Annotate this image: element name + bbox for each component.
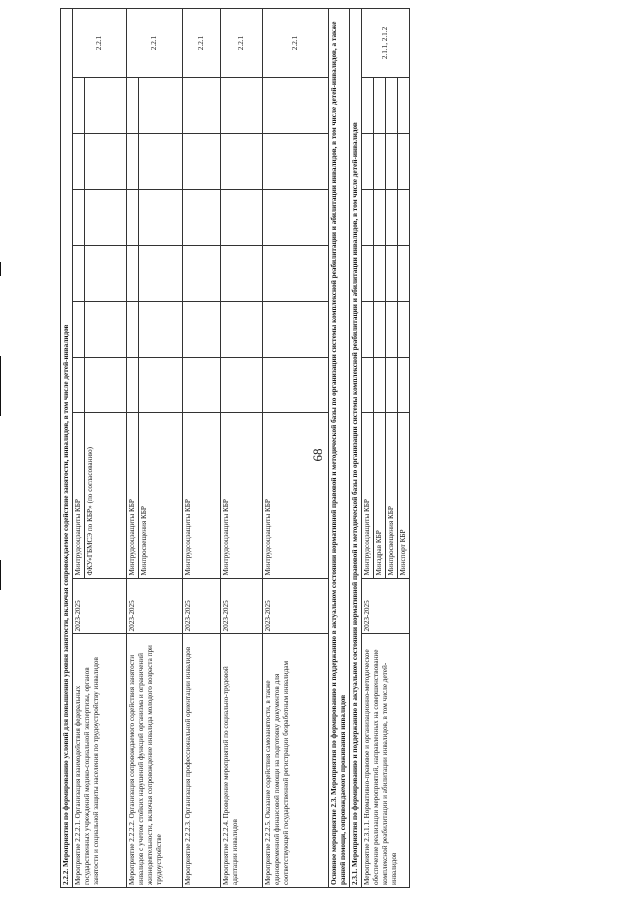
indicator-code: 2.2.1 [263,9,329,78]
table-row [73,9,85,888]
measure-executor: Минтрудсоцзащиты КБР [127,413,139,578]
margin-rule-middle [0,356,1,416]
measure-name: Мероприятие 2.3.1.1. Нормативно-правовое и организационно-методическое обеспечение реализации мероприятий, направленных на совершенствование комплексной реабилитации и абилитации инвалидов, в том числе детей-инвалидов [362,634,410,888]
page-number: 68 [310,448,325,462]
table-row [263,9,329,888]
measure-period: 2023-2025 [362,578,410,634]
table-row [221,9,263,888]
measure-name: Мероприятие 2.2.2.3. Организация профессиональной ориентации инвалидов [183,634,221,888]
table-row [183,9,221,888]
measure-executor: Минтрудсоцзащиты КБР [183,413,221,578]
measure-executor: Минпросвещения КБР [386,413,398,578]
measure-name: Мероприятие 2.2.2.2. Организация сопровождаемого содействия занятости инвалидов с учетом стойких нарушений функций организма и ограничений жизнедеятельности, включая сопровождение инвалида молодого возраста при трудоустройстве [127,634,183,888]
measure-period: 2023-2025 [183,578,221,634]
measure-executor: Минтрудсоцзащиты КБР [221,413,263,578]
table-row [362,9,374,888]
section-heading: 2.2.2. Мероприятия по формированию условий для повышения уровня занятости, включая сопровождаемое содействие занятости, инвалидов, в том числе детей-инвалидов [61,9,73,888]
indicator-code: 2.2.1 [183,9,221,78]
measure-executor: Минздрав КБР [374,413,386,578]
measure-executor: Минпросвещения КБР [139,413,183,578]
section-row [350,9,362,888]
measure-period: 2023-2025 [221,578,263,634]
indicator-code: 2.2.1 [127,9,183,78]
margin-rule-bottom [0,560,1,590]
measures-table [60,8,410,888]
section-heading: Основное мероприятие 2.3. Мероприятия по формированию и поддержанию в актуальном состоянии нормативной правовой и методической базы по организации системы комплексной реабилитации и абилитации инвалидов, в том числе детей-инвалидов, а также ранней помощи, сопровождаемого проживания инвалидов [329,9,350,888]
measure-period: 2023-2025 [127,578,183,634]
measure-name: Мероприятие 2.2.2.4. Проведение мероприятий по социально-трудовой адаптации инвалидов [221,634,263,888]
measure-period: 2023-2025 [73,578,127,634]
measure-name: Мероприятие 2.2.2.1. Организация взаимодействия федеральных государственных учреждений медико-социальной экспертизы, органов занятости и социальной защиты населения по трудоустройству инвалидов [73,634,127,888]
measure-period: 2023-2025 [263,578,329,634]
section-heading: 2.3.1. Мероприятия по формированию и поддержанию в актуальном состоянии нормативной правовой и методической базы по организации системы комплексной реабилитации и абилитации инвалидов, в том числе детей-инвалидов [350,9,362,888]
section-row [329,9,350,888]
indicator-code: 2.2.1 [73,9,127,78]
table-row [127,9,139,888]
margin-rule-top [0,262,1,276]
indicator-code: 2.1.1, 2.1.2 [362,9,410,78]
section-row [61,9,73,888]
measure-executor: Минтрудсоцзащиты КБР [362,413,374,578]
measure-executor: Минспорт КБР [398,413,410,578]
measure-executor: ФКУ«ГБМСЭ по КБР» (по согласованию) [85,413,127,578]
indicator-code: 2.2.1 [221,9,263,78]
measure-executor: Минтрудсоцзащиты КБР [263,413,329,578]
measure-executor: Минтрудсоцзащиты КБР [73,413,85,578]
rotated-table-wrapper [60,8,630,888]
measure-name: Мероприятие 2.2.2.5. Оказание содействия самозанятости, в также единовременной финансовой помощи на подготовку документов для соответствующей государственной регистрации безработным инвалидам [263,634,329,888]
